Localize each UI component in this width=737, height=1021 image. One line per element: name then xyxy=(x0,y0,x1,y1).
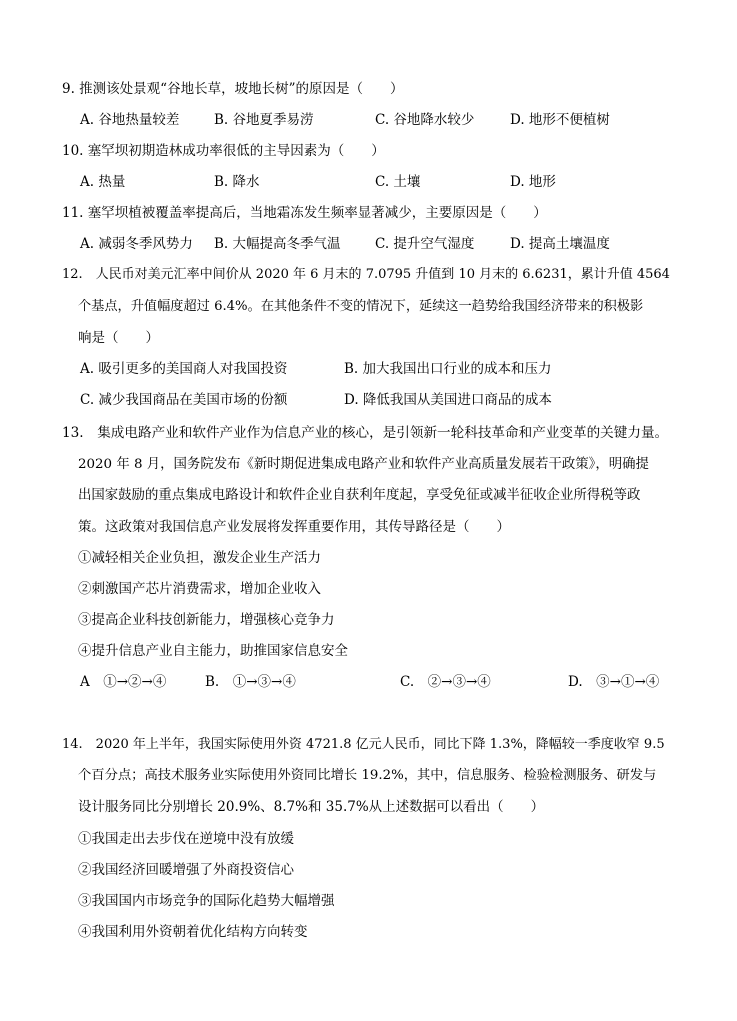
q12-option-d: D. 降低我国从美国进口商品的成本 xyxy=(344,392,552,408)
q13-option-b: B. ①→③→④ xyxy=(205,674,296,690)
q11-option-c: C. 提升空气湿度 xyxy=(375,236,475,252)
q9-option-c: C. 谷地降水较少 xyxy=(375,112,475,128)
q10-option-c: C. 土壤 xyxy=(375,174,421,190)
q12-stem-line-2: 个基点，升值幅度超过 6.4%。在其他条件不变的情况下，延续这一趋势给我国经济带来的积极影 xyxy=(78,299,644,314)
q13-item-1: ①减轻相关企业负担，激发企业生产活力 xyxy=(78,550,321,566)
q13-option-c: C. ②→③→④ xyxy=(400,674,491,690)
q13-option-a: A ①→②→④ xyxy=(80,674,167,690)
q10-option-d: D. 地形 xyxy=(510,174,556,190)
q9-option-d: D. 地形不便植树 xyxy=(510,112,610,128)
q13-stem-line-2: 2020 年 8 月，国务院发布《新时期促进集成电路产业和软件产业高质量发展若干政策》，明确提 xyxy=(78,457,649,472)
q14-item-2: ②我国经济回暖增强了外商投资信心 xyxy=(78,862,294,878)
q12-stem-line-1: 12. 人民币对美元汇率中间价从 2020 年 6 月末的 7.0795 升值到 10 月末的 6.6231，累计升值 4564 xyxy=(62,267,670,282)
q13-stem-line-4: 策。这政策对我国信息产业发展将发挥重要作用，其传导路径是（ ） xyxy=(78,519,510,535)
q13-option-d: D. ③→①→④ xyxy=(568,674,660,690)
q12-option-c: C. 减少我国商品在美国市场的份额 xyxy=(80,392,288,408)
q11-option-d: D. 提高土壤温度 xyxy=(510,236,610,252)
q9-stem: 9. 推测该处景观“谷地长草，坡地长树”的原因是（ ） xyxy=(62,81,404,97)
q9-option-b: B. 谷地夏季易涝 xyxy=(214,112,314,128)
q11-option-b: B. 大幅提高冬季气温 xyxy=(214,236,341,252)
q13-item-2: ②刺激国产芯片消费需求，增加企业收入 xyxy=(78,581,321,597)
q14-item-3: ③我国国内市场竞争的国际化趋势大幅增强 xyxy=(78,893,335,909)
q9-option-a: A. 谷地热量较差 xyxy=(80,112,180,128)
q10-stem: 10. 塞罕坝初期造林成功率很低的主导因素为（ ） xyxy=(62,143,385,159)
q14-stem-line-2: 个百分点；高技术服务业实际使用外资同比增长 19.2%，其中，信息服务、检验检测服务、研发与 xyxy=(78,768,657,783)
q14-stem-line-3: 设计服务同比分别增长 20.9%、8.7%和 35.7%从上述数据可以看出（ ） xyxy=(78,799,545,815)
q11-option-a: A. 减弱冬季风势力 xyxy=(80,236,193,252)
q11-stem: 11. 塞罕坝植被覆盖率提高后，当地霜冻发生频率显著减少，主要原因是（ ） xyxy=(62,205,547,221)
q12-option-a: A. 吸引更多的美国商人对我国投资 xyxy=(80,361,288,377)
q12-option-b: B. 加大我国出口行业的成本和压力 xyxy=(344,361,552,377)
q13-stem-line-3: 出国家鼓励的重点集成电路设计和软件企业自获利年度起，享受免征或减半征收企业所得税等政 xyxy=(78,488,641,503)
q14-stem-line-1: 14. 2020 年上半年，我国实际使用外资 4721.8 亿元人民币，同比下降 1.3%，降幅较一季度收窄 9.5 xyxy=(62,737,665,752)
q14-item-1: ①我国走出去步伐在逆境中没有放缓 xyxy=(78,831,294,847)
q13-stem-line-1: 13. 集成电路产业和软件产业作为信息产业的核心，是引领新一轮科技革命和产业变革的关键力量。 xyxy=(62,425,669,441)
q14-item-4: ④我国利用外资朝着优化结构方向转变 xyxy=(78,924,308,940)
q12-stem-line-3: 响是（ ） xyxy=(78,330,159,346)
q10-option-b: B. 降水 xyxy=(214,174,260,190)
q13-item-3: ③提高企业科技创新能力，增强核心竞争力 xyxy=(78,612,335,628)
q13-item-4: ④提升信息产业自主能力，助推国家信息安全 xyxy=(78,643,348,659)
q10-option-a: A. 热量 xyxy=(80,174,126,190)
